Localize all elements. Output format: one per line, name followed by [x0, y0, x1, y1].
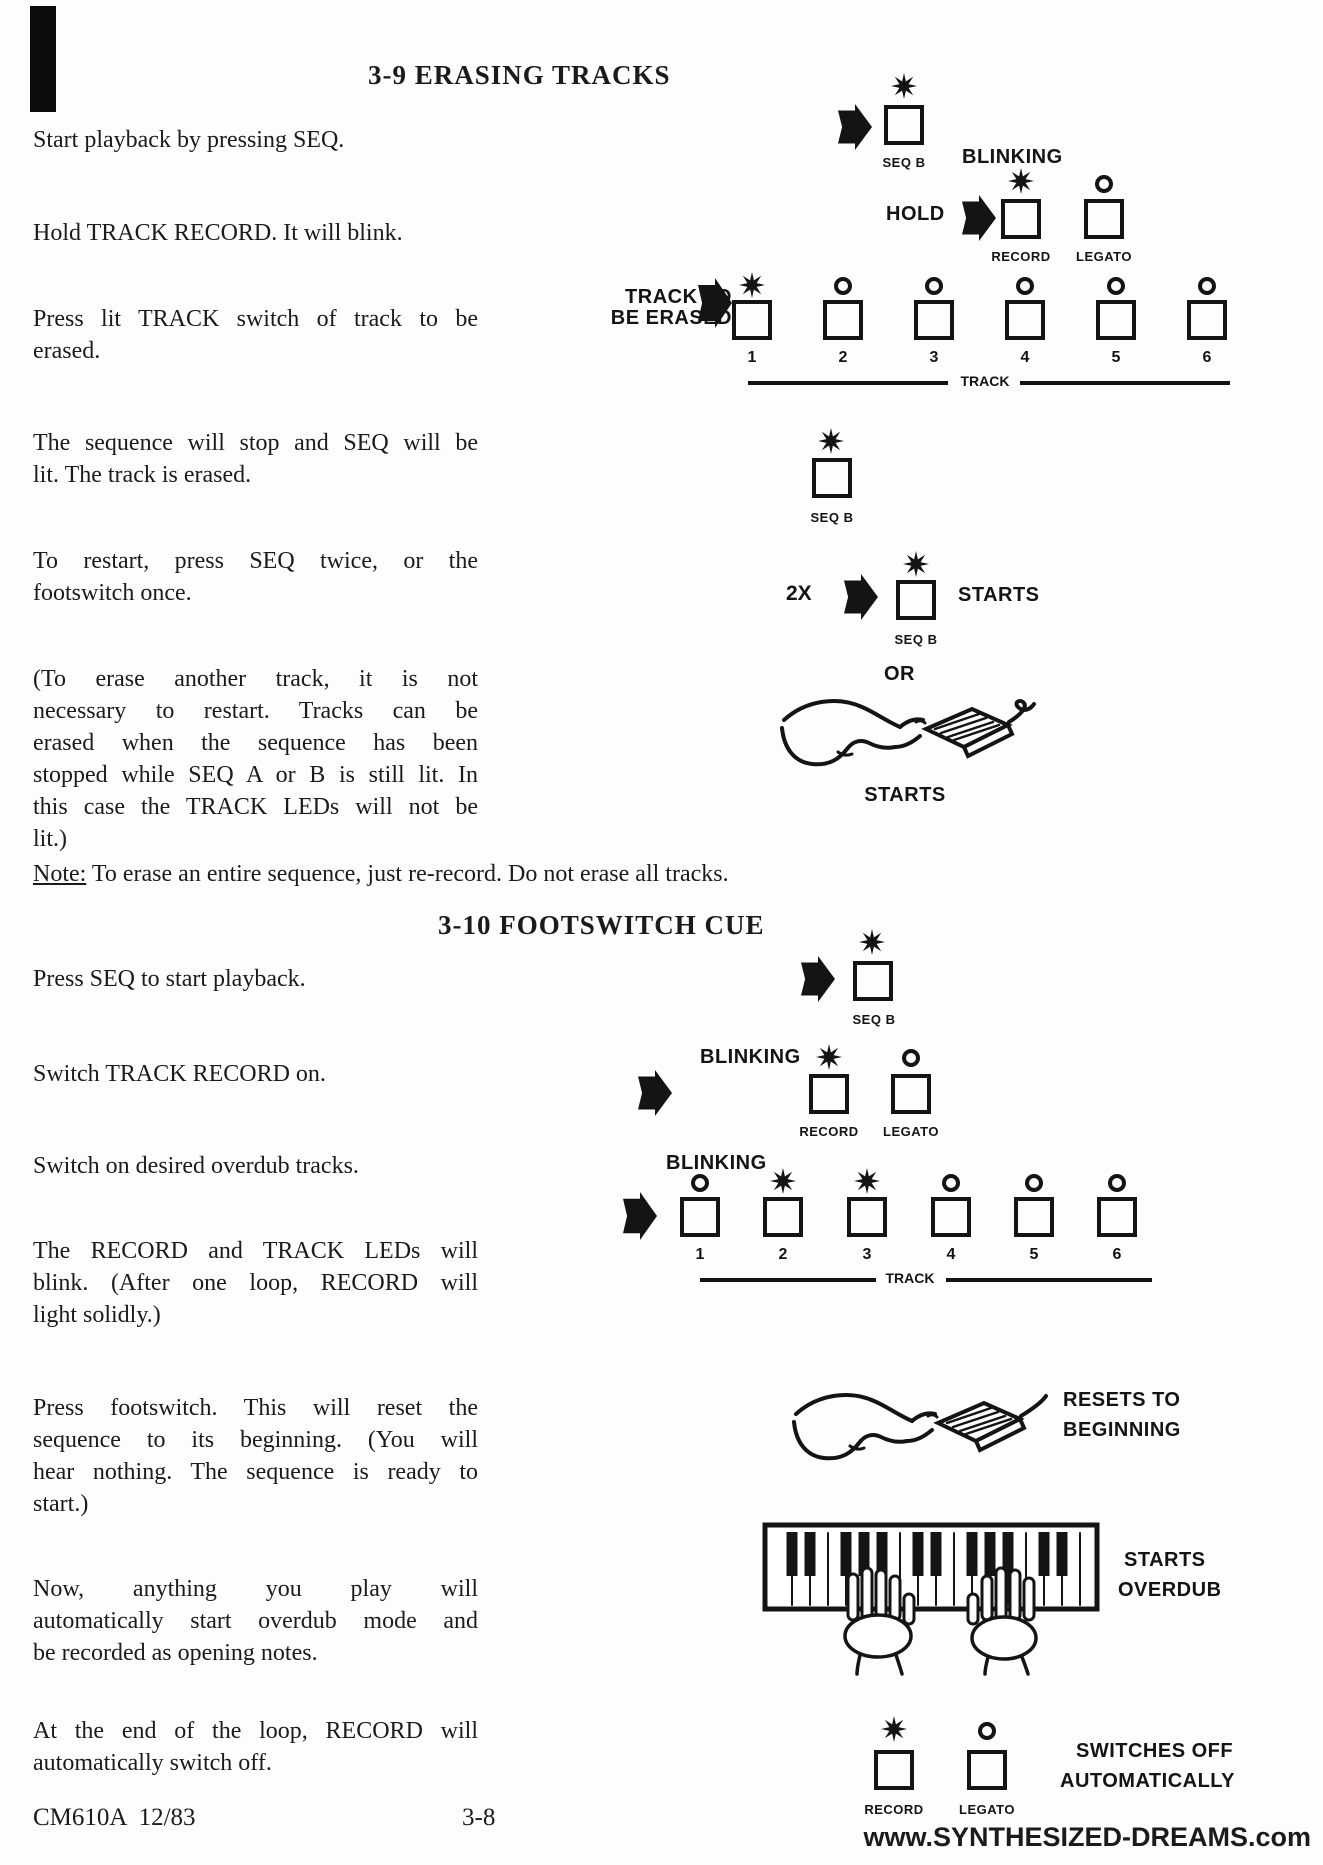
- led-blinking-icon: [1008, 168, 1034, 194]
- led-off-icon: [902, 1049, 920, 1067]
- record-button: [1001, 199, 1041, 239]
- led-blinking-icon: [881, 1716, 907, 1742]
- page-number: 3-8: [462, 1804, 496, 1831]
- starts-label: STARTS: [864, 784, 946, 806]
- track-number: 1: [747, 349, 757, 366]
- legato-button: [891, 1074, 931, 1114]
- seq-b-label: SEQ B: [882, 155, 926, 170]
- track-number: 3: [862, 1246, 872, 1263]
- track-button-3: [914, 300, 954, 340]
- legato-label: LEGATO: [959, 1802, 1015, 1817]
- led-off-icon: [942, 1174, 960, 1192]
- led-off-icon: [1025, 1174, 1043, 1192]
- track-button-2: [763, 1197, 803, 1237]
- step-press-lit-track: Press lit TRACK switch of track to be erased.: [33, 306, 478, 364]
- track-number: 6: [1202, 349, 1212, 366]
- step-leds-blink: The RECORD and TRACK LEDs will blink. (After one loop, RECORD will light solidly.): [33, 1238, 478, 1328]
- track-bracket-line: [1020, 381, 1230, 385]
- track-to-be-erased-label: BE ERASED: [610, 307, 732, 329]
- track-button-6: [1097, 1197, 1137, 1237]
- record-label: RECORD: [864, 1802, 924, 1817]
- track-button-3: [847, 1197, 887, 1237]
- footswitch-icon: [790, 1386, 1048, 1474]
- track-number: 5: [1029, 1246, 1039, 1263]
- note-text: To erase an entire sequence, just re-record. Do not erase all tracks.: [86, 861, 729, 887]
- document-id: CM610A 12/83: [33, 1804, 196, 1831]
- seq-b-button: [884, 105, 924, 145]
- switches-off-label: SWITCHES OFF: [1076, 1740, 1234, 1762]
- pointer-arrow-icon: [844, 574, 878, 620]
- step-erase-another: (To erase another track, it is not necessary to restart. Tracks can be erased when the sequence has been stopped while SEQ A or B is still lit. In this case the TRACK LEDs will not be lit.): [33, 666, 478, 852]
- or-label: OR: [884, 663, 915, 685]
- switches-off-label: AUTOMATICALLY: [1060, 1770, 1236, 1792]
- led-blinking-icon: [739, 272, 765, 298]
- led-blinking-icon: [891, 73, 917, 99]
- seq-b-button: [812, 458, 852, 498]
- track-number: 3: [929, 349, 939, 366]
- track-number: 5: [1111, 349, 1121, 366]
- pointer-arrow-icon: [623, 1192, 657, 1240]
- step-end-of-loop: At the end of the loop, RECORD will automatically switch off.: [33, 1718, 478, 1776]
- section-3-10-title: 3-10 FOOTSWITCH CUE: [438, 910, 765, 940]
- seq-b-label: SEQ B: [810, 510, 854, 525]
- step-play-overdub: Now, anything you play will automatically start overdub mode and be recorded as opening notes.: [33, 1576, 478, 1666]
- track-number: 4: [946, 1246, 956, 1263]
- led-blinking-icon: [859, 929, 885, 955]
- step-start-playback: Start playback by pressing SEQ.: [33, 127, 345, 153]
- led-off-icon: [1108, 1174, 1126, 1192]
- seq-b-label: SEQ B: [894, 632, 938, 647]
- keyboard-hands-icon: [762, 1522, 1100, 1674]
- track-button-1: [732, 300, 772, 340]
- pointer-arrow-icon: [838, 104, 872, 150]
- starts-label: STARTS: [958, 584, 1040, 606]
- seq-b-button: [896, 580, 936, 620]
- led-off-icon: [834, 277, 852, 295]
- hold-label: HOLD: [886, 203, 945, 225]
- legato-label: LEGATO: [1076, 249, 1132, 264]
- track-button-4: [931, 1197, 971, 1237]
- track-to-be-erased-label: TRACK TO: [625, 286, 732, 308]
- step-press-footswitch: Press footswitch. This will reset the sequence to its beginning. (You will hear nothing. The sequence is ready to start.): [33, 1395, 478, 1517]
- step-switch-track-record: Switch TRACK RECORD on.: [33, 1061, 326, 1087]
- track-label: TRACK: [885, 1270, 935, 1286]
- blinking-label: BLINKING: [962, 146, 1063, 168]
- resets-label: RESETS TO: [1063, 1389, 1181, 1411]
- led-blinking-icon: [816, 1044, 842, 1070]
- track-number: 6: [1112, 1246, 1122, 1263]
- footswitch-icon: [778, 692, 1036, 780]
- led-off-icon: [1107, 277, 1125, 295]
- section-3-9-title: 3-9 ERASING TRACKS: [368, 60, 671, 90]
- track-bracket-line: [748, 381, 948, 385]
- led-blinking-icon: [903, 551, 929, 577]
- scan-artifact: [30, 6, 56, 112]
- led-off-icon: [925, 277, 943, 295]
- record-label: RECORD: [799, 1124, 859, 1139]
- track-bracket-line: [946, 1278, 1152, 1282]
- pointer-arrow-icon: [638, 1070, 672, 1116]
- blinking-label: BLINKING: [700, 1046, 801, 1068]
- track-button-5: [1014, 1197, 1054, 1237]
- track-button-2: [823, 300, 863, 340]
- seq-b-label: SEQ B: [852, 1012, 896, 1027]
- track-button-1: [680, 1197, 720, 1237]
- pointer-arrow-icon: [962, 195, 996, 241]
- led-off-icon: [691, 1174, 709, 1192]
- led-off-icon: [978, 1722, 996, 1740]
- led-off-icon: [1095, 175, 1113, 193]
- record-label: RECORD: [991, 249, 1051, 264]
- blinking-label: BLINKING: [666, 1152, 767, 1174]
- watermark-url: www.SYNTHESIZED-DREAMS.com: [863, 1822, 1311, 1852]
- track-button-6: [1187, 300, 1227, 340]
- led-blinking-icon: [818, 428, 844, 454]
- starts-overdub-label: OVERDUB: [1118, 1579, 1222, 1601]
- seq-b-button: [853, 961, 893, 1001]
- step-restart: To restart, press SEQ twice, or the footswitch once.: [33, 548, 478, 606]
- track-number: 2: [778, 1246, 788, 1263]
- legato-button: [967, 1750, 1007, 1790]
- led-off-icon: [1016, 277, 1034, 295]
- record-button: [874, 1750, 914, 1790]
- track-button-4: [1005, 300, 1045, 340]
- track-number: 1: [695, 1246, 705, 1263]
- track-button-5: [1096, 300, 1136, 340]
- step-sequence-stops: The sequence will stop and SEQ will be lit. The track is erased.: [33, 430, 478, 488]
- led-off-icon: [1198, 277, 1216, 295]
- led-blinking-icon: [770, 1168, 796, 1194]
- legato-button: [1084, 199, 1124, 239]
- twox-label: 2X: [786, 582, 812, 605]
- resets-label: BEGINNING: [1063, 1419, 1181, 1441]
- pointer-arrow-icon: [801, 956, 835, 1002]
- step-press-seq: Press SEQ to start playback.: [33, 966, 306, 992]
- led-blinking-icon: [854, 1168, 880, 1194]
- step-hold-track-record: Hold TRACK RECORD. It will blink.: [33, 220, 403, 246]
- legato-label: LEGATO: [883, 1124, 939, 1139]
- note: [33, 858, 1053, 890]
- starts-overdub-label: STARTS: [1124, 1549, 1206, 1571]
- step-switch-overdub: Switch on desired overdub tracks.: [33, 1153, 359, 1179]
- note-label: Note:: [33, 861, 87, 887]
- track-number: 4: [1020, 349, 1030, 366]
- track-label: TRACK: [960, 373, 1010, 389]
- record-button: [809, 1074, 849, 1114]
- track-bracket-line: [700, 1278, 876, 1282]
- track-number: 2: [838, 349, 848, 366]
